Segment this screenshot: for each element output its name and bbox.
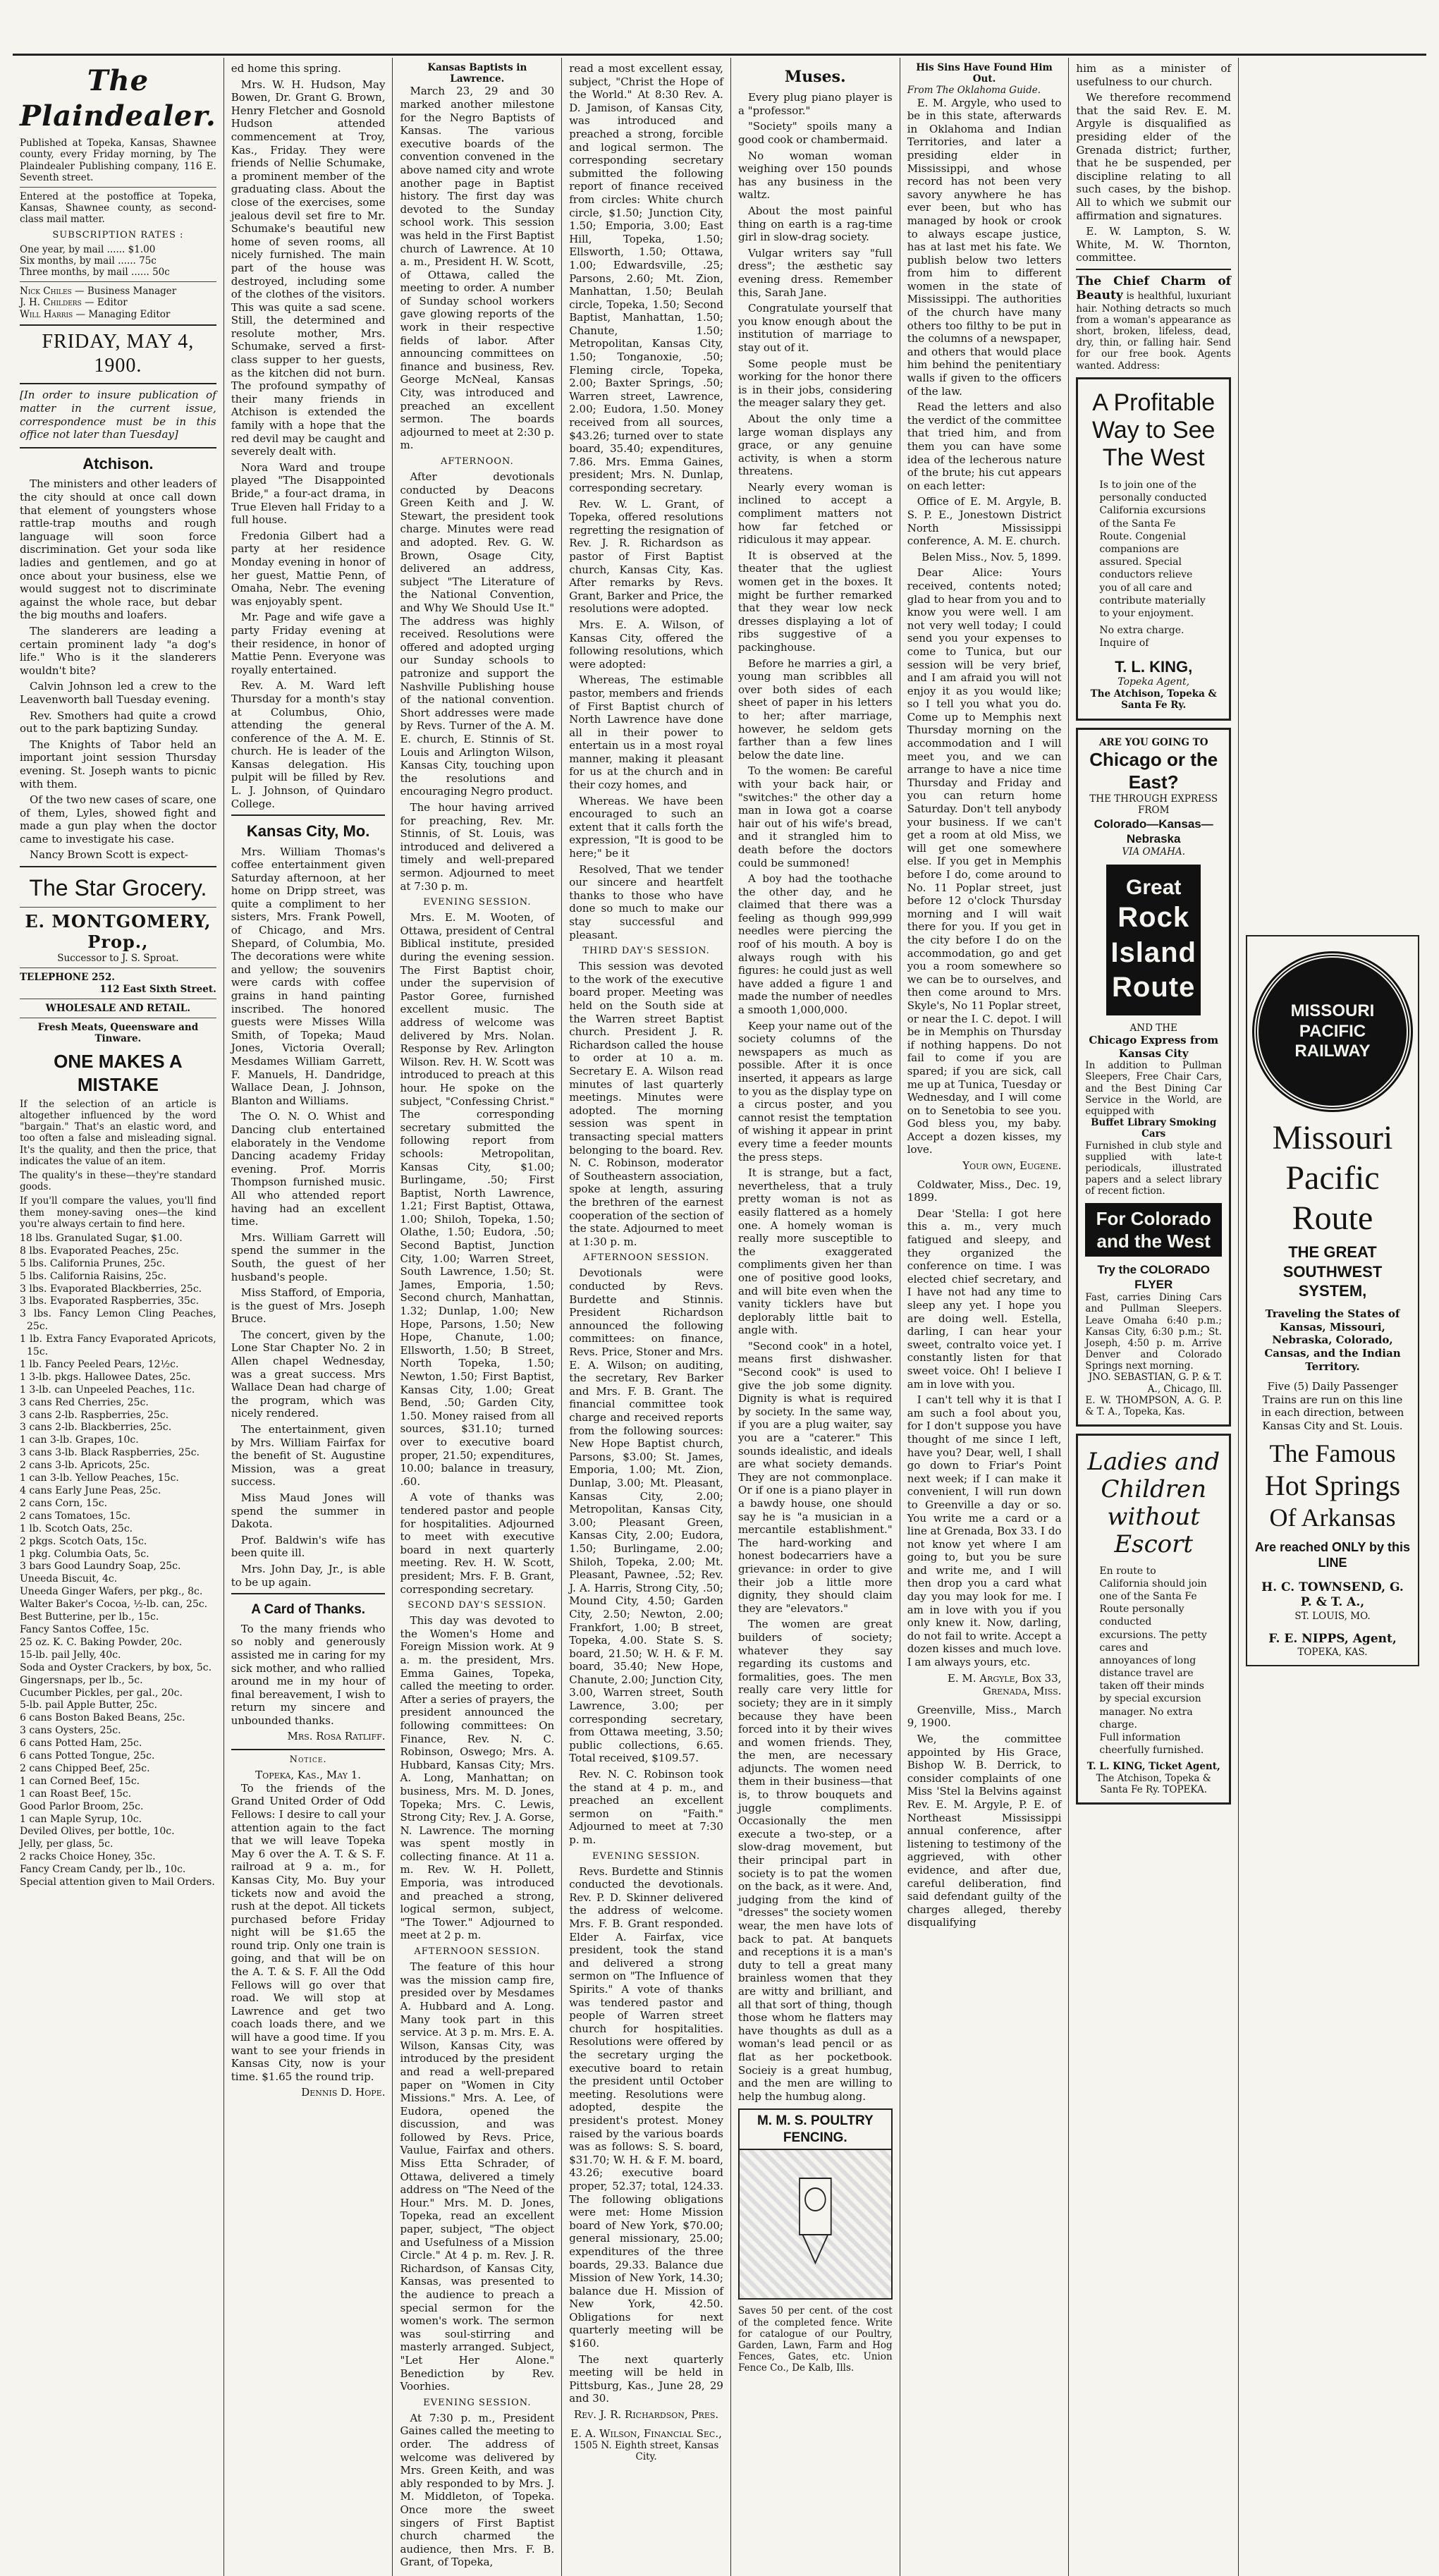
grocery-title: The Star Grocery. — [29, 875, 207, 901]
article-paragraph: Nearly every woman is inclined to accept a compliment matters not how far fetched or ridiculous it may appear. — [737, 480, 893, 547]
missouri-pacific-ad — [1246, 935, 1419, 1666]
article-paragraph: At 7:30 p. m., President Gaines called the meeting to order. The address of welcome was delivered by Mrs. Green Keith, and was ably responded to by Mrs. J. M. Middleton, of Topeka. Once more the sweet singers of First Baptist church charmed the audience, then Mrs. F. B. Grant, of Topeka, — [400, 2411, 555, 2569]
article-paragraph: About the only time a large woman displays any grace, or any genuine activity, is when a storm threatens. — [737, 412, 893, 478]
article-paragraph: Mrs. John Day, Jr., is able to be up again. — [231, 1562, 386, 1589]
ladies-children-title: Ladies and Children without Escort — [1087, 1448, 1220, 1559]
price-item: Walter Baker's Cocoa, ½-lb. can, 25c. — [20, 1599, 208, 1611]
article-paragraph: Vulgar writers say "full dress"; the æsthetic say evening dress. Remember this, Sarah Jane. — [737, 246, 893, 299]
missouri-pacific-system: SOUTHWEST SYSTEM, — [1282, 1262, 1383, 1300]
article-paragraph: Mrs. E. M. Wooten, of Ottawa, president of Central Biblical institute, presided during the evening session. The First Baptist choir, under the supervision of Pastor Goree, furnished excellent music. The address of welcome was delivered by Mrs. Nolan. Response by Rev. Arlington Wilson. Rev. H. W. Scott was introduced to preach at this hour. He spoke on the subject, "Confessing Christ." The corresponding secretary submitted the following report from schools: Metropolitan, Kansas City, $1.00; Burlingame, .50; First Baptist, North Lawrence, 1.21; First Baptist, Ottawa, 1.00; Shiloh, Topeka, 1.50; Olathe, 1.50; Eudora, .50; Second Baptist, Junction City, 1.00; Warren Street, South Lawrence, 1.50; St. James, Emporia, 1.50; Second church, Manhattan, 1.32; Dunlap, 1.00; New Hope, Parsons, 1.50; New Hope, Chanute, 1.00; Ellsworth, 1.50; B Street, North Topeka, 1.50; Newton, 1.50; First Baptist, Kansas City, 1.00; Great Bend, .50; Garden City, 1.50. Money raised from all sources, $31.10; turned over to executive board proper, 21.50; expenditures, 10.00; balance in treasury, .60. — [400, 911, 555, 1488]
article-paragraph: Whereas, The estimable pastor, members and friends of First Baptist church of North Lawrence have done all in their power to entertain us in a most royal manner, making it pleasant for us at the church and in their cozy homes, and — [569, 673, 723, 792]
price-item: 1 can 3-lb. Grapes, 10c. — [20, 1434, 139, 1446]
signature-address: 1505 N. Eighth street, Kansas City. — [573, 2440, 719, 2463]
article-paragraph: E. M. Argyle, Box 33, Grenada, Miss. — [947, 1671, 1062, 1698]
article-paragraph: Congratulate yourself that you know enough about the institution of marriage to stay out of it. — [737, 302, 893, 354]
article-paragraph: Your own, Eugene. — [962, 1159, 1062, 1173]
rock-island-through: THE THROUGH EXPRESS FROM — [1089, 793, 1218, 817]
railway-name: The Atchison, Topeka & Santa Fe Ry. TOPEKA. — [1096, 1772, 1211, 1795]
price-item: Fancy Santos Coffee, 15c. — [20, 1623, 149, 1635]
divider — [20, 281, 216, 282]
article-paragraph: It is strange, but a fact, nevertheless, that a truly pretty woman is not as easily flattered as a homely one. A homely woman is really more susceptible to the exaggerated compliments given her than one of positive good looks, and will bite even when the vanity ticklers have but deplorably little bait to angle with. — [737, 1166, 893, 1337]
article-paragraph: The feature of this hour was the mission camp fire, presided over by Mesdames A. Hubbard and A. Long. Many took part in this service. At 3 p. m. Mrs. E. A. Wilson, Kansas City, was introduced by the president and read a well-prepared paper on "Women in City Missions." Mrs. A. Lee, of Eudora, opened the discussion, and was followed by Revs. Price, Vaulue, Fairfax and others. Miss Etta Schrader, of Ottawa, delivered a timely address on "The Need of the Hour." Mrs. M. D. Jones, Topeka, read an excellent paper, subject, "The object and Usefulness of a Mission Circle." At 4 p. m. Rev. J. R. Richardson, of Kansas City, Kansas, was presented to the audience to preach a special sermon for the women's work. The sermon was soul-stirring and masterly arranged. Subject, "Let Her Alone." Benediction by Rev. Voorhies. — [400, 1960, 555, 2393]
price-item: 1 can Corned Beef, 15c. — [20, 1775, 140, 1787]
column-8 — [1239, 58, 1426, 2576]
signature: Rev. J. R. Richardson, Pres. — [574, 2408, 719, 2422]
profitable-west-extra: No extra charge. — [1099, 625, 1184, 637]
muses-heading: Muses. — [784, 68, 846, 86]
session-heading: EVENING SESSION. — [423, 897, 532, 908]
missouri-pacific-great: THE GREAT — [1288, 1243, 1377, 1262]
article-paragraph: Some people must be working for the honor there is in their jobs, considering the meager salary they get. — [737, 357, 893, 410]
grocery-wares: Fresh Meats, Queensware and Tinware. — [37, 1021, 199, 1045]
atchison-paragraph: Nancy Brown Scott is expect- — [30, 848, 188, 862]
grocery-trade: WHOLESALE AND RETAIL. — [45, 1002, 190, 1014]
price-item: 6 cans Potted Tongue, 25c. — [20, 1750, 155, 1762]
poultry-ad-text: Saves 50 per cent. of the cost of the completed fence. Write for catalogue of our Poultry, Garden, Lawn, Farm and Hog Fences, Gates, etc. Union Fence Co., De Kalb, Ills. — [737, 2305, 893, 2374]
price-item: 3 cans 2-lb. Raspberries, 25c. — [20, 1409, 169, 1421]
article-paragraph: Fredonia Gilbert had a party at her residence Monday evening in honor of her guest, Mattie Penn, of Omaha, Nebr. The evening was enjoyably spent. — [231, 529, 386, 608]
price-item: 3 lbs. Evaporated Blackberries, 25c. — [20, 1283, 202, 1295]
colorado-banner: For Colorado and the West — [1085, 1203, 1222, 1257]
atchison-heading: Atchison. — [82, 455, 154, 473]
column-2 — [224, 58, 393, 2576]
atchison-paragraph: The slanderers are leading a certain prominent lady "a dog's life." Who is it the slanderers wouldn't bite? — [20, 624, 216, 677]
price-item: Uneeda Ginger Wafers, per pkg., 8c. — [20, 1586, 203, 1598]
grocery-successor: Successor to J. S. Sproat. — [57, 953, 179, 965]
ladies-children-ad — [1076, 1434, 1231, 1805]
price-item: 6 cans Potted Ham, 25c. — [20, 1738, 142, 1750]
divider — [20, 383, 216, 384]
rock-island-destination: Chicago or the East? — [1089, 748, 1218, 793]
session-heading: AFTERNOON. — [440, 456, 514, 467]
column-5 — [731, 58, 900, 2576]
article-paragraph: ed home this spring. — [231, 62, 341, 75]
staff-row: Nick Chiles — Business Manager — [20, 286, 177, 298]
seal-text: RAILWAY — [1294, 1042, 1371, 1061]
atchison-paragraph: Calvin Johnson led a crew to the Leavenworth ball Tuesday evening. — [20, 680, 216, 706]
price-item: 5 lbs. California Raisins, 25c. — [20, 1270, 167, 1282]
article-paragraph: A vote of thanks was tendered pastor and people for hospitalities. Adjourned to meet with executive board in next quarterly meeting. Rev. H. W. Scott, president; Mrs. F. B. Grant, corresponding secretary. — [400, 1491, 555, 1596]
agent-name: H. C. TOWNSEND, G. P. & T. A., — [1261, 1580, 1404, 1610]
article-paragraph: The hour having arrived for preaching, Rev. Mr. Stinnis, of St. Louis, was introduced and delivered a timely and well-prepared sermon. Adjourned to meet at 7:30 p. m. — [400, 800, 555, 893]
article-paragraph: Greenville, Miss., March 9, 1900. — [907, 1703, 1062, 1730]
grocery-intro: If the selection of an article is altogether influenced by the word "bargain." That's an elastic word, and too often a false and misleading signal. It's the quality, and then the price, that indicates the value of an item. — [20, 1098, 216, 1167]
article-paragraph: Miss Stafford, of Emporia, is the guest of Mrs. Joseph Bruce. — [231, 1286, 386, 1326]
article-paragraph: I can't tell why it is that I am such a fool about you, for I don't suppose you have thought of me since I left, have you? Dear, well, I shall go down to Friar's Point next week; if I can make it convenient, I will run down to Greenville a day or so. You write me a card or a line at Grenada, Box 33. I do not know yet where I am going to, but you be sure and write me, and I will then drop you a card what day you may look for me. I am in love with you if you only knew it. Now, darling, do not fail to write. Accept a dozen kisses and much love. I am always yours, etc. — [907, 1393, 1062, 1669]
missouri-pacific-seal-icon — [1254, 953, 1411, 1110]
article-paragraph: March 23, 29 and 30 marked another milestone for the Negro Baptists of Kansas. The various executive boards of the convention convened in the above named city and wrote another page in Baptist history. The first day was devoted to the Sunday school work. This session was held in the First Baptist church of Lawrence. At 10 a. m., President H. W. Scott, of Ottawa, called the meeting to order. A number of Sunday school workers gave glowing reports of the work in their respective fields of labor. After announcing committees on finance and business, Rev. George McNeal, Kansas City, was introduced and preached an excellent sermon. The boards adjourned to meet at 2:30 p. m. — [400, 85, 555, 452]
article-paragraph: Mrs. W. H. Hudson, May Bowen, Dr. Grant G. Brown, Henry Fletcher and Gosnold Hudson attended commencement at Troy, Kas., Friday. They were friends of Nellie Schumake, a prominent member of the graduating class. About the close of the exercises, some jealous devil set fire to Mr. Schumake's beautiful new home of seven rooms, all nicely furnished. The main part of the house was destroyed, including some of the clothes of the visitors. This was quite a sad scene. Still, the determined and resolute mother, Mrs. Schumake, served a first-class supper to her guests, as the kitchen did not burn. The profound sympathy of their many friends in Atchison is extended the family with a hope that the red devil may be caught and severely dealt with. — [231, 78, 386, 458]
rock-island-question: ARE YOU GOING TO — [1098, 736, 1208, 748]
article-paragraph: "Second cook" in a hotel, means first dishwasher. "Second cook" is used to give the job some dignity. Dignity is what is required by society. In the same way, if you are a plug waiter, say you are a "caterer." This sounds idealistic, and ideals are what society demands. They are not commonplace. Or if one is a piano player in a bawdy house, one should say he is "a musician in a mercantile establishment." The hard-working and honest bodecarriers have a grievance: in order to give their job a little more dignity, they should claim they are "elevators." — [737, 1339, 893, 1615]
railway-name: The Atchison, Topeka & Santa Fe Ry. — [1090, 688, 1217, 712]
article-paragraph: Before he marries a girl, a young man scribbles all over both sides of each sheet of paper in his letters to her; after marriage, however, he seldom gets farther than a few lines below the date line. — [737, 657, 893, 762]
article-paragraph: E. W. Lampton, S. W. White, M. W. Thornton, committee. — [1076, 225, 1231, 264]
price-item: 3 cans 2-lb. Blackberries, 25c. — [20, 1422, 172, 1434]
missouri-pacific-title: Route — [1292, 1199, 1373, 1237]
price-item: 1 can Maple Syrup, 10c. — [20, 1813, 142, 1825]
session-heading: EVENING SESSION. — [592, 1850, 701, 1862]
price-item: 3 cans Oysters, 25c. — [20, 1725, 121, 1737]
article-paragraph: Revs. Burdette and Stinnis conducted the devotionals. Rev. P. D. Skinner delivered the address of welcome. Mrs. F. B. Grant responded. Elder A. Fairfax, vice president, took the stand and delivered a strong sermon on "The Influence of Spirits." A vote of thanks was tendered pastor and people of Warren street church for hospitalities. Resolutions were offered by the secretary urging the executive board to retain the president until October meeting. Resolutions were adopted, despite the president's protest. Money raised by the various boards was as follows: S. S. board, $31.70; W. H. & F. M. board, 43.26; executive board proper, 52.37; total, 124.33. The following obligations were met: Home Mission board of New York, $70.00; general missionary, 25.00; expenditures of the three boards, 29.33. Balance due Mission of New York, 14.30; balance due H. Mission of New York, 42.50. Obligations for next quarterly meeting will be $160. — [569, 1864, 723, 2350]
rock-island-signature: E. W. THOMPSON, A. G. P. & T. A., Topeka, Kas. — [1085, 1394, 1222, 1417]
ladies-children-text: En route to California should join one of the Santa Fe Route personally conducted excursions. The petty cares and annoyances of long distance travel are taken off their minds by special excursion manager. No extra charge. — [1099, 1565, 1207, 1730]
column-4 — [562, 58, 731, 2576]
price-item: 18 lbs. Granulated Sugar, $1.00. — [20, 1232, 183, 1244]
staff-row: J. H. Childers — Editor — [20, 297, 128, 309]
notice-dateline: Topeka, Kas., May 1. — [255, 1769, 362, 1782]
rock-island-text: In addition to Pullman Sleepers, Free Chair Cars, and the Best Dining Car Service in the World, are equipped with — [1085, 1060, 1222, 1117]
price-item: 3 lbs. Fancy Lemon Cling Peaches, 25c. — [20, 1308, 216, 1333]
article-paragraph: The O. N. O. Whist and Dancing club entertained elaborately in the Vendome Dancing academy Friday evening. Prof. Morris Thompson furnished music. All who attended report having had an excellent time. — [231, 1110, 386, 1228]
article-paragraph: Keep your name out of the society columns of the newspapers as much as possible. After it is once inserted, it appears as large to you as the display type on a circus poster, and you cannot resist the temptation of wishing it appear in print every time a feeder mounts the press steps. — [737, 1019, 893, 1164]
price-item: 15-lb. pail Jelly, 40c. — [20, 1649, 121, 1661]
session-heading: THIRD DAY'S SESSION. — [582, 946, 710, 957]
article-paragraph: E. M. Argyle, who used to be in this state, afterwards in Oklahoma and Indian Territories, and later a presiding elder in Mississippi, and whose record has not been very savory anywhere he has ever been, but who has managed by hook or crook to always escape justice, has at last met his fate. We publish below two letters from him to different women in the state of Mississippi. The authorities of the church have many others too filthy to be put in the columns of a newspaper, and others that would place him behind the penitentiary walls if given to the officers of the law. — [907, 96, 1062, 398]
article-paragraph: Dear 'Stella: I got here this a. m., very much fatigued and sleepy, and they organized the conference on time. I was elected chief secretary, and I have not had any time to sleep any yet. I hope you are doing well. Estella, darling, I can hear your sweet, contralto voice yet. I constantly listen for that sweet voice. Oh! I believe I am in love with you. — [907, 1207, 1062, 1391]
rock-island-signature: JNO. SEBASTIAN, G. P. & T. A., Chicago, Ill. — [1088, 1372, 1222, 1395]
hot-springs-line: The Famous — [1269, 1439, 1396, 1467]
agent-location: TOPEKA, KAS. — [1297, 1646, 1368, 1658]
divider — [20, 187, 216, 188]
column-7 — [1069, 58, 1239, 2576]
session-heading: AFTERNOON SESSION. — [583, 1252, 710, 1264]
atchison-paragraph: Rev. Smothers had quite a crowd out to the park baptizing Sunday. — [20, 709, 216, 735]
article-paragraph: We, the committee appointed by His Grace, Bishop W. B. Derrick, to consider complaints of one Miss 'Stel la Belvins against Rev. E. M. Argyle, P. E. of Northeast Mississippi annual conference, after listening to testimony of the aggrieved, with other evidence, and after due, careful deliberation, find said defendant guilty of the charges alleged, thereby disqualifying — [907, 1733, 1062, 1929]
price-item: 2 cans 3-lb. Apricots, 25c. — [20, 1460, 150, 1472]
article-paragraph: About the most painful thing on earth is a rag-time girl in slow-drag society. — [737, 205, 893, 244]
session-heading: EVENING SESSION. — [423, 2397, 532, 2408]
blank-space — [1246, 62, 1419, 929]
divider — [20, 866, 216, 867]
price-item: 1 3-lb. pkgs. Hallowee Dates, 25c. — [20, 1371, 191, 1383]
article-paragraph: "Society" spoils many a good cook or chambermaid. — [737, 120, 893, 147]
profitable-west-inquire: Inquire of — [1099, 637, 1149, 649]
poultry-fencing-ad — [738, 2108, 893, 2300]
staff-list — [20, 286, 216, 320]
article-paragraph: Office of E. M. Argyle, B. S. P. E., Jonestown District North Mississippi conference, A. M. E. church. — [907, 495, 1062, 548]
seal-text: MISSOURI — [1290, 1001, 1375, 1020]
article-paragraph: Rev. N. C. Robinson took the stand at 4 p. m., and preached an excellent sermon on "Faith." Adjourned to meet at 7:30 p. m. — [569, 1768, 723, 1846]
column-grid — [13, 58, 1426, 2569]
article-paragraph: Resolved, That we tender our sincere and heartfelt thanks to those who have done so much to make our stay successful and pleasant. — [569, 862, 723, 941]
subscription-row: One year, by mail ...... $1.00 — [20, 243, 156, 255]
article-paragraph: No woman woman weighing over 150 pounds has any business in the waltz. — [737, 149, 893, 202]
article-paragraph: Every plug piano player is a "professor." — [737, 91, 893, 117]
article-paragraph: This day was devoted to the Women's Home and Foreign Mission work. At 9 a. m. the president, Mrs. Emma Gaines, Topeka, called the meeting to order. After a series of prayers, the president announced the following committees: On Finance, Rev. N. C. Robinson, Oswego; Mrs. A. Hubbard, Kansas City; Mrs. A. Long, Manhattan; on business, Mrs. M. D. Jones, Topeka; Mrs. C. Lewis, Strong City; Rev. J. A. Gorse, N. Lawrence. The morning was spent mostly in collecting finance. At 11 a. m. Rev. W. H. Pollett, Emporia, was introduced and preached a strong, logical sermon, subject, "The Tower." Adjourned to meet at 2 p. m. — [400, 1614, 555, 1942]
article-paragraph: Mrs. William Thomas's coffee entertainment given Saturday afternoon, at her home on Dripp street, was quite a compliment to her sisters, Mrs. Frank Powell, of Chicago, and Mrs. Shepard, of Columbia, Mo. The decorations were white and yellow; the souvenirs were cards with coffee grains in hand painting inscribed. The honored guests were Misses Willa Smith, of Topeka; Maud Jones, Victoria Overall; Mesdames William Garrett, F. Manuels, H. Dandridge, Wallace Dean, J. Johnson, Blanton and Williams. — [231, 845, 386, 1107]
divider — [231, 814, 386, 816]
beauty-ad — [1076, 274, 1231, 372]
article-paragraph: him as a minister of usefulness to our church. — [1076, 62, 1231, 88]
column-6 — [900, 58, 1070, 2576]
divider — [20, 324, 216, 326]
article-paragraph: read a most excellent essay, subject, "Christ the Hope of the World." At 8:30 Rev. A. D. Jamison, of Kansas City, was introduced and preached a strong, forcible and logical sermon. The corresponding secretary submitted the following report of finance received from circles: White church circle, $1.50; Junction City, 1.50; Emporia, 3.00; East Hill, Topeka, 1.50; Ellsworth, 1.50; Ottawa, 1.00; Edwardsville, .25; Parsons, 2.60; Mt. Zion, Manhattan, 1.50; Beulah circle, Topeka, 1.50; Second Baptist, Manhattan, 1.50; Chanute, 1.50; Metropolitan, Kansas City, 1.50; Tonganoxie, .50; Fleming circle, Topeka, 2.00; Baxter Springs, .50; Warren street, Lawrence, 2.00; Eudora, 1.50. Money received from all sources, $43.26; turned over to state board, 35.40; expenditures, 7.86. Mrs. Emma Gaines, president; Mrs. N. Dunlap, corresponding secretary. — [569, 62, 723, 494]
hot-springs-line: Hot Springs — [1264, 1470, 1401, 1502]
price-item: 2 pkgs. Scotch Oats, 15c. — [20, 1535, 147, 1547]
profitable-west-ad — [1076, 377, 1231, 721]
price-item: 2 cans Chipped Beef, 25c. — [20, 1762, 150, 1774]
price-item: 1 can Roast Beef, 15c. — [20, 1788, 132, 1800]
postoffice-note: Entered at the postoffice at Topeka, Kansas, Shawnee county, as second-class mail matter. — [20, 190, 216, 226]
session-heading: SECOND DAY'S SESSION. — [408, 1600, 547, 1611]
article-paragraph: To the women: Be careful with your back hair, or "switches:" the other day a man in Iowa got a coarse hair out of his wife's bread, and it strangled him to death before the doctors could be summoned! — [737, 764, 893, 869]
article-paragraph: Dear Alice: Yours received, contents noted; glad to hear from you and to know you were well. I am not very well today; I could send you your expenses to come to Tunica, but our session will be very brief, and I am afraid you will not enjoy it as you would like; so I tell you what you do. Come up to Memphis next Thursday morning on the accommodation and I will meet you, and we can arrange to have a nice time Thursday and Friday and you can return home Saturday. Don't tell anybody your business. If we can't get a room at old Miss, we will get one somewhere else. If you get in Memphis before I do, come around to No. 11 Poplar street, just before 12 o'clock Thursday morning and I will wait there for you. If you get in the city before I do on the accommodation, go and get you a room somewhere so we can be to ourselves, and then come around to Mrs. Skyle's, No 11 Poplar street, or near the I. C. depot. I will be in Memphis on Thursday if nothing happens. Do not fail to come if you are spared; if you are sick, call me up at Tunica, Tuesday or Wednesday, and I will come on to Senetobia to see you. God bless you, my baby. Accept a dozen kisses, my love. — [907, 566, 1062, 1156]
article-paragraph: Rev. W. L. Grant, of Topeka, offered resolutions regretting the resignation of Rev. J. R. Richardson as pastor of First Baptist church, Kansas City, Kas. After remarks by Revs. Grant, Barker and Price, the resolutions were adopted. — [569, 497, 723, 616]
price-item: 1 lb. Fancy Peeled Pears, 12½c. — [20, 1358, 179, 1370]
article-paragraph: After devotionals conducted by Deacons Green Keith and J. W. Stewart, the president took charge. Minutes were read and adopted. Rev. G. W. Brown, Osage City, delivered an address, subject "The Literature of the National Convention, and Why We Should Use It." The address was highly received. Resolutions were offered and adopted urging our Sunday schools to patronize and support the Nashville Publishing house of the national convention. Short addresses were made by Revs. Turner of the A. M. E. church, E. Stinnis of St. Louis and Arlington Wilson, Kansas City, touching upon the resolutions and encouraging Negro product. — [400, 470, 555, 798]
price-item: 1 lb. Extra Fancy Evaporated Apricots, 15c. — [20, 1333, 216, 1358]
price-item: 25 oz. K. C. Baking Powder, 20c. — [20, 1636, 183, 1648]
price-item: 5-lb. pail Apple Butter, 25c. — [20, 1699, 157, 1711]
card-of-thanks-heading: A Card of Thanks. — [251, 1602, 366, 1618]
atchison-paragraph: The ministers and other leaders of the city should at once call down that element of youngsters whose rattle-trap mouths and rough language will soon force discrimination. Get your soda like ladies and gentlemen, and go at once about your business, else we would suggest not to discriminate against the whole race, but debar the big mouths and loafers. — [20, 477, 216, 622]
article-paragraph: Read the letters and also the verdict of the committee that tried him, and from them you can have some idea of the lecherous nature of the brute; his cut appears on each letter: — [907, 401, 1062, 492]
session-heading: AFTERNOON SESSION. — [414, 1946, 541, 1958]
price-item: 2 racks Choice Honey, 35c. — [20, 1851, 156, 1863]
missouri-pacific-reached: Are reached ONLY by this LINE — [1254, 1539, 1411, 1570]
publisher-note: Published at Topeka, Kansas, Shawnee county, every Friday morning, by The Plaindealer Publishing company, 116 E. Seventh street. — [20, 138, 216, 183]
profitable-west-text: Is to join one of the personally conducted California excursions of the Santa Fe Route. Congenial companions are assured. Special conductors relieve you of all care and contribute materially to your enjoyment. — [1099, 480, 1207, 619]
rock-island-via: VIA OMAHA. — [1122, 846, 1185, 857]
subscription-label: SUBSCRIPTION RATES : — [52, 229, 184, 240]
article-paragraph: Nora Ward and troupe played "The Disappointed Bride," a four-act drama, in True Eleven hall Friday to a full house. — [231, 460, 386, 527]
grocery-proprietor: E. MONTGOMERY, Prop., — [25, 910, 212, 953]
signature: Mrs. Rosa Ratliff. — [287, 1730, 386, 1743]
rock-island-logo-line: Great — [1126, 875, 1182, 899]
price-item: Jelly, per glass, 5c. — [20, 1838, 114, 1850]
article-paragraph: To the friends of the Grand United Order of Odd Fellows: I desire to call your attention again to the fact that we will leave Topeka May 6 over the A. T. & S. F. railroad at 9 a. m., for Kansas City, Mo. Buy your tickets now and avoid the rush at the depot. All tickets purchased before Friday night will be $1.65 the round trip. Only one train is going, and that will be on the A. T. & S. F. All the Odd Fellows will go over that road. We will stop at Lawrence and get two coach loads there, and we will have a good time. If you want to see your friends in Kansas City, now is your time. $1.65 the round trip. — [231, 1781, 386, 2083]
top-rule — [13, 54, 1426, 56]
price-item: 4 cans Early June Peas, 25c. — [20, 1485, 161, 1497]
divider — [1076, 269, 1231, 270]
article-paragraph: To the many friends who so nobly and generously assisted me in caring for my sick mother, and who rallied around me in my hour of final bereavement, I wish to return my sincere and unbounded thanks. — [231, 1622, 386, 1727]
masthead-title: The Plaindealer. — [20, 64, 216, 133]
missouri-pacific-title: Pacific — [1285, 1159, 1380, 1197]
argyle-source: From The Oklahoma Guide. — [907, 85, 1041, 97]
issue-date: FRIDAY, MAY 4, 1900. — [42, 330, 195, 377]
fence-icon — [740, 2150, 891, 2298]
article-paragraph: Belen Miss., Nov. 5, 1899. — [921, 550, 1062, 563]
article-paragraph: Miss Maud Jones will spend the summer in Dakota. — [231, 1491, 386, 1531]
price-item: 1 pkg. Columbia Oats, 5c. — [20, 1548, 149, 1560]
article-paragraph: Rev. A. M. Ward left Thursday for a month's stay at Columbus, Ohio, attending the general conference of the A. M. E. church. He is leader of the Kansas delegation. His pulpit will be filled by Rev. L. J. Johnson, of Quindaro College. — [231, 679, 386, 810]
column-1 — [13, 58, 224, 2576]
article-paragraph: Prof. Baldwin's wife has been quite ill. — [231, 1533, 386, 1560]
agent-name: T. L. KING, Ticket Agent, — [1086, 1761, 1220, 1773]
price-item: 2 cans Corn, 15c. — [20, 1497, 108, 1509]
rock-island-states: Colorado—Kansas—Nebraska — [1094, 817, 1213, 846]
signature: E. A. Wilson, Financial Sec., — [570, 2427, 722, 2440]
price-item: 2 cans Tomatoes, 15c. — [20, 1510, 131, 1522]
price-item: Deviled Olives, per bottle, 10c. — [20, 1826, 175, 1838]
price-item: Gingersnaps, per lb., 5c. — [20, 1674, 143, 1686]
divider — [20, 907, 216, 908]
rock-island-ad — [1076, 728, 1231, 1427]
price-item: 8 lbs. Evaporated Peaches, 25c. — [20, 1245, 179, 1257]
rock-island-and: AND THE — [1129, 1022, 1177, 1034]
grocery-address: 112 East Sixth Street. — [99, 983, 216, 995]
staff-row: Will Harris — Managing Editor — [20, 308, 171, 320]
divider — [231, 1593, 386, 1594]
article-paragraph: It is observed at the theater that the ugliest women get in the boxes. It might be further remarked that they wear low neck dresses displaying a lot of ribs suggestive of a packinghouse. — [737, 549, 893, 654]
rock-island-logo-line: Rock Island — [1110, 902, 1196, 968]
beauty-ad-title: The Chief Charm of Beauty — [1076, 274, 1231, 303]
profitable-west-title: A Profitable Way to See The West — [1091, 389, 1216, 471]
article-paragraph: We therefore recommend that the said Rev. E. M. Argyle is disqualified as presiding elder of the Grenada district; further, that he be suspended, per discipline relating to all such cases, by the bishop. All to which we submit our affirmation and signatures. — [1076, 91, 1231, 222]
rock-island-text: Furnished in club style and supplied with late-t periodicals, illustrated papers and a select library of recent fiction. — [1085, 1140, 1222, 1197]
agent-location: ST. LOUIS, MO. — [1294, 1610, 1371, 1622]
column-3 — [393, 58, 562, 2576]
agent-name: F. E. NIPPS, Agent, — [1268, 1631, 1397, 1646]
price-item: 3 lbs. Evaporated Raspberries, 35c. — [20, 1295, 200, 1307]
article-paragraph: Whereas. We have been encouraged to such an extent that it calls forth the expression, "It is good to be here;" be it — [569, 794, 723, 860]
price-item: Soda and Oyster Crackers, by box, 5c. — [20, 1661, 212, 1673]
price-item: Cucumber Pickles, per gal., 20c. — [20, 1687, 183, 1699]
divider — [20, 967, 216, 968]
rock-island-logo-line: Route — [1112, 972, 1196, 1003]
subscription-row: Three months, by mail ...... 50c — [20, 266, 170, 278]
article-paragraph: The entertainment, given by Mrs. William Fairfax for the benefit of St. Augustine Mission, was a great success. — [231, 1423, 386, 1489]
notice-heading: Notice. — [289, 1754, 327, 1766]
article-paragraph: Devotionals were conducted by Revs. Burdette and Stinnis. President Richardson announced the following committees: on finance, Revs. Price, Stoner and Mrs. E. A. Wilson; on auditing, the secretary, Rev Barker and Mrs. F. B. Grant. The financial committee took charge and received reports from the following sources: New Hope Baptist church, Parsons, $3.00; St. James, Emporia, 1.00; Mt. Zion, Dunlap, 3.00; Mt. Pleasant, Kansas City, 2.00; Metropolitan, Kansas City, 3.00; Pleasant Green, Kansas City, 2.00; Eudora, 1.50; Burlingame, 2.00; Shiloh, Topeka, 2.00; Mt. Pleasant, Pawnee, .52; Rev. J. A. Harris, Strong City, .50; Mound City, 4.50; Garden City, 2.50; Newton, 2.00; Frankfort, 1.00; B street, Topeka, 4.00. State S. S. board, 21.50; W. H. & F. M. board, 35.40; New Hope, Chanute, 2.00; Junction City, 3.00, Warren street, South Lawrence, 3.00; per corresponding secretary, from Ottawa meeting, 3.50; public collections, 6.65. Total received, $109.57. — [569, 1266, 723, 1765]
price-item: 3 bars Good Laundry Soap, 25c. — [20, 1561, 181, 1573]
price-item: Good Parlor Broom, 25c. — [20, 1800, 144, 1812]
poultry-ad-title: M. M. S. POULTRY FENCING. — [740, 2110, 891, 2150]
colorado-flyer: Try the COLORADO FLYER — [1097, 1262, 1210, 1292]
divider — [20, 447, 216, 448]
grocery-telephone: TELEPHONE 252. — [20, 972, 115, 984]
missouri-pacific-title: Missouri — [1272, 1119, 1393, 1156]
rock-island-express: Chicago Express from Kansas City — [1089, 1034, 1219, 1060]
baptists-heading: Kansas Baptists in Lawrence. — [427, 62, 527, 85]
missouri-pacific-states: Traveling the States of Kansas, Missouri, Nebraska, Colorado, Cansas, and the Indian Territory. — [1264, 1307, 1401, 1373]
grocery-compare: If you'll compare the values, you'll find them money-saving ones—the kind you're always certain to find here. — [20, 1195, 216, 1230]
article-paragraph: This session was devoted to the work of the executive board proper. Meeting was held on the South side at the Warren street Baptist church. President J. R. Richardson called the house to order at 10 a. m. Secretary E. A. Wilson read minutes of last quarterly meetings. Minutes were adopted. The morning session was spent in transacting special matters belonging to the board. Rev. N. C. Robinson, moderator of Southeastern association, spoke at length, assuring the brethren of the earnest cooperation of the section of the state. Adjourned to meet at 1:30 p. m. — [569, 960, 723, 1248]
argyle-heading: His Sins Have Found Him Out. — [916, 62, 1053, 85]
article-paragraph: Mrs. William Garrett will spend the summer in the South, the guest of her husband's people. — [231, 1231, 386, 1283]
price-item: 3 cans Red Cherries, 25c. — [20, 1396, 149, 1408]
divider — [231, 1749, 386, 1750]
price-list — [20, 1233, 216, 1889]
subscription-row: Six months, by mail ...... 75c — [20, 255, 157, 267]
signature: Dennis D. Hope. — [301, 2086, 386, 2099]
fence-illustration — [740, 2150, 891, 2298]
agent-role: Topeka Agent, — [1117, 676, 1190, 688]
price-item: Fancy Cream Candy, per lb., 10c. — [20, 1864, 186, 1876]
seal-text: PACIFIC — [1299, 1021, 1366, 1041]
price-item: Uneeda Biscuit, 4c. — [20, 1573, 118, 1585]
price-item: 5 lbs. California Prunes, 25c. — [20, 1257, 166, 1269]
grocery-headline: ONE MAKES A MISTAKE — [54, 1051, 183, 1095]
hot-springs-line: Of Arkansas — [1269, 1503, 1396, 1532]
article-paragraph: The women are great builders of society; whatever they say regarding its customs and formalities, goes. The men really care very little for society; they are in it simply because they have been forced into it by their wives and women friends. They, the men, are necessary adjuncts. The women need them in their business—that is, to throw bouquets and juggle compliments. Occasionally the men execute a two-step, or a slow-drag movement, but their principal part in society is to pat the women on the back, as it were. And, judging from the kind of "dresses" the society women wear, the men have lots of back to pat. At banquets and receptions it is a man's duty to tell a great many brainless women that they are witty and brilliant, and all that sort of thing, though those whom he flatters may have thoughts as dull as a woman's lead pencil or as flat as her pocketbook. Socieiy is a great humbug, and the men are willing to help the humbug along. — [737, 1618, 893, 2103]
price-item: 1 lb. Scotch Oats, 25c. — [20, 1522, 133, 1534]
subscription-list — [20, 244, 216, 279]
rock-island-buffet: Buffet Library Smoking Cars — [1091, 1117, 1217, 1140]
agent-name: T. L. KING, — [1115, 657, 1193, 676]
article-paragraph: Mr. Page and wife gave a party Friday evening at their residence, in honor of Mattie Penn. Everyone was royally entertained. — [231, 611, 386, 676]
article-paragraph: The concert, given by the Lone Star Chapter No. 2 in Allen chapel Wednesday, was a great success. Mrs Wallace Dean had charge of the program, which was nicely rendered. — [231, 1328, 386, 1420]
price-item: Special attention given to Mail Orders. — [20, 1876, 215, 1888]
ladies-children-info: Full information cheerfully furnished. — [1099, 1732, 1204, 1757]
missouri-pacific-trains: Five (5) Daily Passenger Trains are run on this line in each direction, between Kansas City and St. Louis. — [1261, 1380, 1404, 1432]
rock-island-logo — [1106, 865, 1201, 1015]
grocery-quality: The quality's in these—they're standard goods. — [20, 1169, 216, 1193]
atchison-paragraph: The Knights of Tabor held an important joint session Thursday evening. St. Joseph wants to picnic with them. — [20, 738, 216, 790]
article-paragraph: Coldwater, Miss., Dec. 19, 1899. — [907, 1178, 1062, 1204]
kansas-city-heading: Kansas City, Mo. — [246, 822, 370, 841]
article-paragraph: A boy had the toothache the other day, and he claimed that there was a feeling as though 999,999 needles were piercing the roof of his mouth. A boy is always rough with his figures: he could just as well have added a figure 1 and made the number of needles a smooth 1,000,000. — [737, 872, 893, 1017]
atchison-paragraph: Of the two new cases of scare, one of them, Lyles, showed fight and made a gun play when the doctor came to investigate his case. — [20, 793, 216, 846]
price-item: 6 cans Boston Baked Beans, 25c. — [20, 1712, 185, 1724]
price-item: Best Butterine, per lb., 15c. — [20, 1611, 159, 1623]
price-item: 1 3-lb. can Unpeeled Peaches, 11c. — [20, 1384, 195, 1396]
beauty-ad-text: is healthful, luxuriant hair. Nothing detracts so much from a woman's appearance as short, broken, lifeless, dead, dry, thin, or falling hair. Send for our free book. Agents wanted. Address: — [1076, 291, 1231, 372]
price-item: 3 cans 3-lb. Black Raspberries, 25c. — [20, 1447, 200, 1459]
rock-island-text: Fast, carries Dining Cars and Pullman Sleepers. Leave Omaha 6:40 p.m.; Kansas City, 6:30 p.m.; St. Joseph, 4:50 p. m. Arrive Denver and Colorado Springs next morning. — [1085, 1292, 1222, 1372]
article-paragraph: The next quarterly meeting will be held in Pittsburg, Kas., June 28, 29 and 30. — [569, 2352, 723, 2405]
publication-notice: [In order to insure publication of matter in the current issue, correspondence must be in this office not later than Tuesday] — [20, 389, 216, 441]
article-paragraph: Mrs. E. A. Wilson, of Kansas City, offered the following resolutions, which were adopted: — [569, 618, 723, 671]
price-item: 1 can 3-lb. Yellow Peaches, 15c. — [20, 1472, 179, 1484]
